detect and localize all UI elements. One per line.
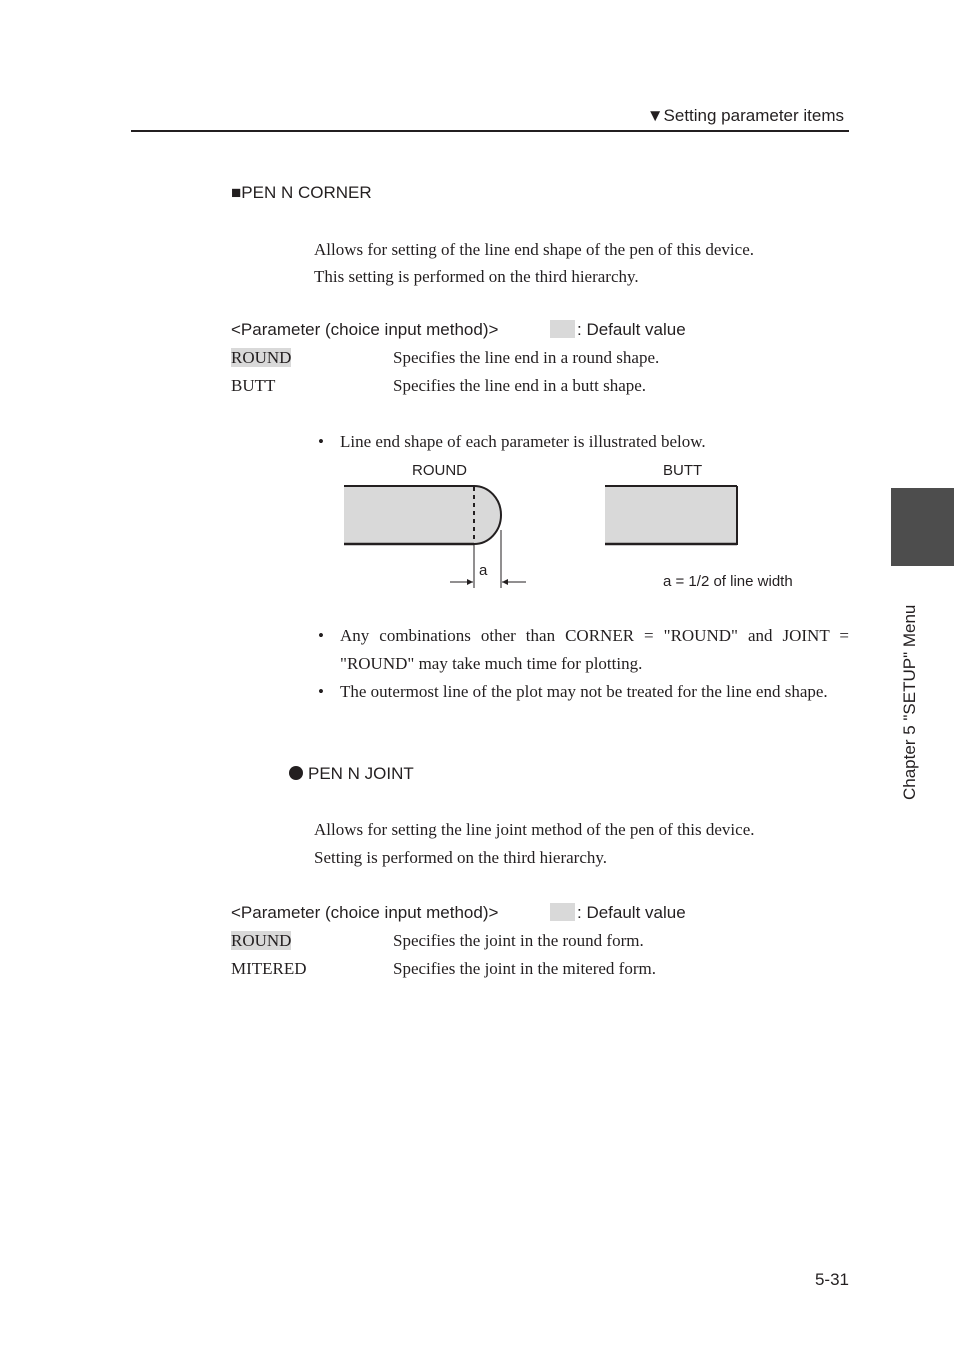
corner-desc-line-2: This setting is performed on the third hierarchy. bbox=[314, 267, 639, 286]
joint-desc-line-1: Allows for setting the line joint method of the pen of this device. bbox=[314, 820, 755, 839]
list-item: • Any combinations other than CORNER = "ROUND" and JOINT = "ROUND" may take much time for plotting. bbox=[318, 622, 849, 678]
param-name: ROUND bbox=[231, 931, 292, 950]
joint-title-text: PEN N JOINT bbox=[308, 764, 414, 783]
joint-default-legend bbox=[550, 903, 686, 923]
dimension-a-label: a bbox=[479, 562, 488, 579]
param-name: ROUND bbox=[231, 348, 292, 367]
bullet-text: The outermost line of the plot may not be treated for the line end shape. bbox=[340, 682, 828, 701]
chapter-tab bbox=[891, 488, 954, 566]
bullet-list-notes bbox=[318, 622, 849, 706]
butt-end-shape bbox=[605, 486, 737, 545]
chapter-side-label: Chapter 5 "SETUP" Menu bbox=[900, 604, 919, 800]
round-end-shape bbox=[344, 486, 501, 544]
joint-param-round-desc: Specifies the joint in the round form. bbox=[393, 931, 644, 950]
joint-param-mitered-desc: Specifies the joint in the mitered form. bbox=[393, 959, 656, 978]
corner-param-butt: BUTT bbox=[231, 376, 276, 395]
corner-desc-line-1: Allows for setting of the line end shape of the pen of this device. bbox=[314, 240, 754, 259]
corner-param-round-desc: Specifies the line end in a round shape. bbox=[393, 348, 660, 367]
section-title-corner: ■PEN N CORNER bbox=[231, 183, 372, 202]
bullet-text: Any combinations other than CORNER = "ROUND" and JOINT = "ROUND" may take much time for plotting. bbox=[340, 626, 849, 673]
list-item: • Line end shape of each parameter is illustrated below. bbox=[318, 428, 849, 456]
joint-desc-line-2: Setting is performed on the third hierarchy. bbox=[314, 848, 608, 867]
default-legend-label: : Default value bbox=[577, 903, 686, 922]
filled-circle-icon bbox=[289, 766, 303, 780]
bullet-text: Line end shape of each parameter is illustrated below. bbox=[340, 432, 706, 451]
figure-note: a = 1/2 of line width bbox=[663, 573, 793, 590]
joint-param-heading: <Parameter (choice input method)> bbox=[231, 903, 499, 922]
section-title-joint bbox=[289, 764, 414, 784]
figure-label-round: ROUND bbox=[412, 462, 467, 479]
list-item: • The outermost line of the plot may not be treated for the line end shape. bbox=[318, 678, 849, 706]
default-legend-label: : Default value bbox=[577, 320, 686, 339]
corner-param-butt-desc: Specifies the line end in a butt shape. bbox=[393, 376, 647, 395]
joint-param-round bbox=[231, 931, 291, 951]
default-swatch bbox=[550, 903, 575, 921]
running-header: ▼Setting parameter items bbox=[646, 106, 844, 125]
figure-label-butt: BUTT bbox=[663, 462, 703, 479]
page-number: 5-31 bbox=[814, 1270, 849, 1289]
corner-param-heading: <Parameter (choice input method)> bbox=[231, 320, 499, 339]
joint-param-mitered: MITERED bbox=[231, 959, 307, 978]
